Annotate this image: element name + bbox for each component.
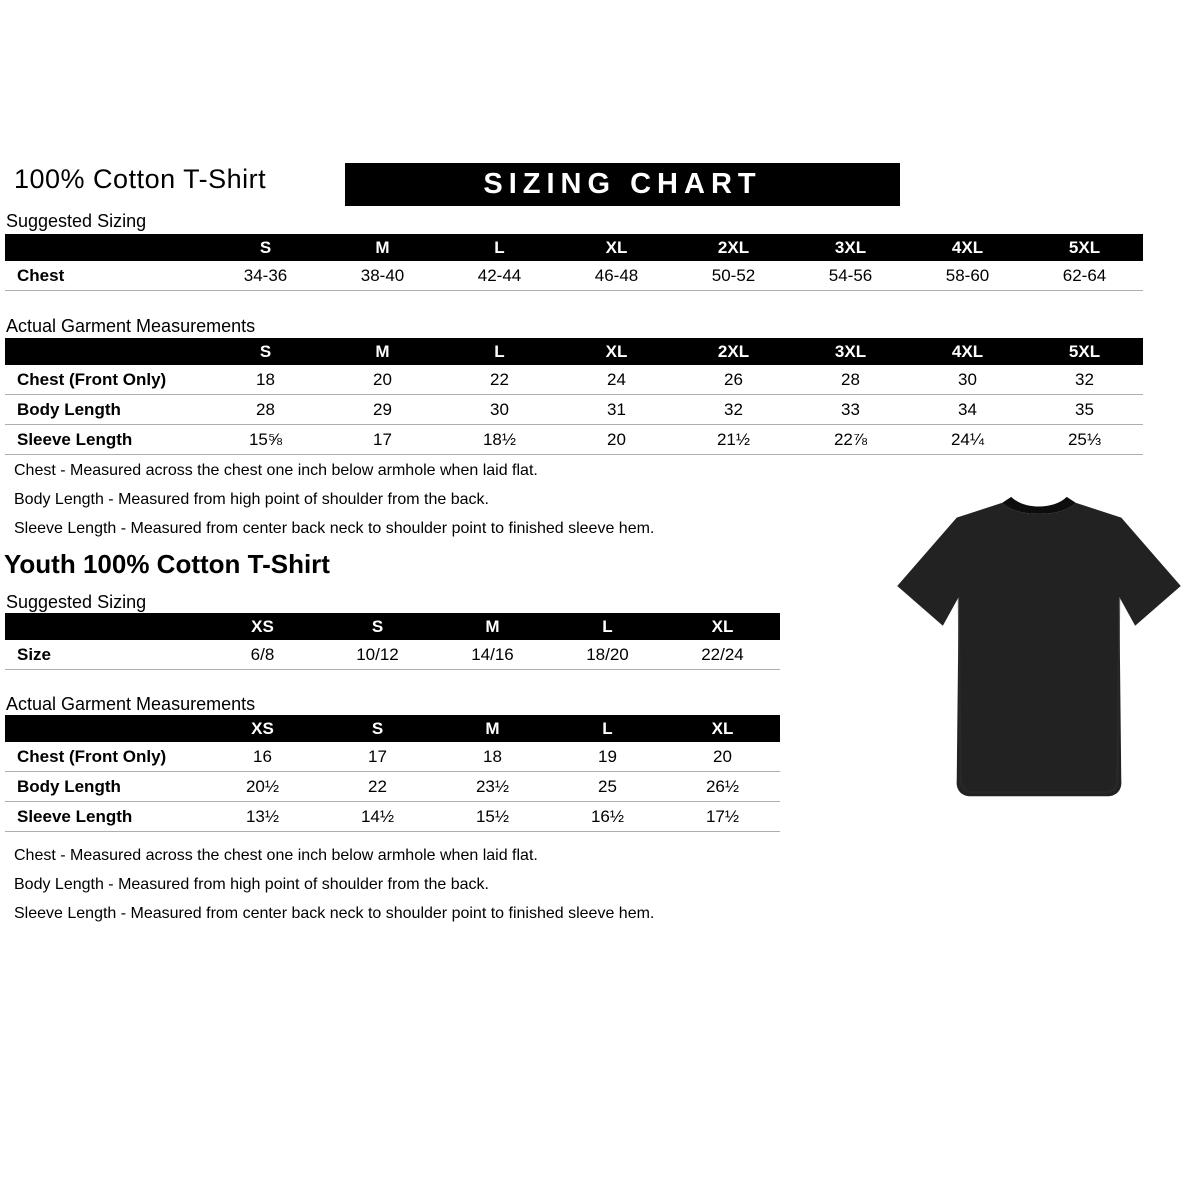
cell-chest-front-only-s: 18 bbox=[207, 365, 324, 395]
cell-chest-front-only-xl: 20 bbox=[665, 742, 780, 772]
table-header-row bbox=[5, 613, 780, 640]
column-header-s: S bbox=[207, 338, 324, 365]
cell-chest-s: 34-36 bbox=[207, 261, 324, 291]
row-label-body-length: Body Length bbox=[5, 772, 205, 802]
cell-sleeve-length-l: 18½ bbox=[441, 425, 558, 455]
adult-suggested-sizing-table bbox=[5, 234, 1143, 291]
cell-size-xs: 6/8 bbox=[205, 640, 320, 670]
column-header-m: M bbox=[324, 234, 441, 261]
column-header-blank bbox=[5, 715, 205, 742]
sizing-chart-banner: SIZING CHART bbox=[345, 163, 900, 206]
youth-suggested-sizing-table bbox=[5, 613, 780, 670]
cell-chest-3xl: 54-56 bbox=[792, 261, 909, 291]
column-header-xl: XL bbox=[665, 613, 780, 640]
table-row-sleeve-length bbox=[5, 802, 780, 832]
table-row-sleeve-length bbox=[5, 425, 1143, 455]
cell-body-length-l: 25 bbox=[550, 772, 665, 802]
cell-size-xl: 22/24 bbox=[665, 640, 780, 670]
column-header-s: S bbox=[320, 613, 435, 640]
cell-sleeve-length-s: 14½ bbox=[320, 802, 435, 832]
cell-sleeve-length-s: 15⅝ bbox=[207, 425, 324, 455]
table-header-row bbox=[5, 234, 1143, 261]
cell-chest-l: 42-44 bbox=[441, 261, 558, 291]
youth-actual-measurements-label: Actual Garment Measurements bbox=[6, 694, 256, 714]
cell-sleeve-length-l: 16½ bbox=[550, 802, 665, 832]
cell-sleeve-length-4xl: 24¼ bbox=[909, 425, 1026, 455]
cell-sleeve-length-2xl: 21½ bbox=[675, 425, 792, 455]
column-header-4xl: 4XL bbox=[909, 234, 1026, 261]
row-label-body-length: Body Length bbox=[5, 395, 207, 425]
column-header-2xl: 2XL bbox=[675, 234, 792, 261]
cell-size-m: 14/16 bbox=[435, 640, 550, 670]
row-label-sleeve-length: Sleeve Length bbox=[5, 425, 207, 455]
column-header-m: M bbox=[435, 613, 550, 640]
table-header-row bbox=[5, 338, 1143, 365]
column-header-l: L bbox=[441, 338, 558, 365]
column-header-blank bbox=[5, 234, 207, 261]
table-row-chest-front-only bbox=[5, 365, 1143, 395]
column-header-m: M bbox=[324, 338, 441, 365]
cell-chest-front-only-2xl: 26 bbox=[675, 365, 792, 395]
column-header-l: L bbox=[550, 613, 665, 640]
cell-body-length-2xl: 32 bbox=[675, 395, 792, 425]
youth-garment-measurements-table bbox=[5, 715, 780, 832]
column-header-5xl: 5XL bbox=[1026, 234, 1143, 261]
adult-note-chest: Chest - Measured across the chest one inch below armhole when laid flat. bbox=[14, 462, 538, 479]
cell-body-length-3xl: 33 bbox=[792, 395, 909, 425]
column-header-s: S bbox=[320, 715, 435, 742]
table-row-chest-front-only bbox=[5, 742, 780, 772]
column-header-blank bbox=[5, 338, 207, 365]
youth-measurement-notes bbox=[14, 841, 654, 928]
cell-sleeve-length-xs: 13½ bbox=[205, 802, 320, 832]
cell-body-length-s: 28 bbox=[207, 395, 324, 425]
cell-body-length-5xl: 35 bbox=[1026, 395, 1143, 425]
cell-chest-front-only-s: 17 bbox=[320, 742, 435, 772]
adult-note-body-length: Body Length - Measured from high point of shoulder from the back. bbox=[14, 491, 489, 508]
adult-measurement-notes bbox=[14, 456, 654, 543]
cell-chest-front-only-l: 22 bbox=[441, 365, 558, 395]
column-header-4xl: 4XL bbox=[909, 338, 1026, 365]
youth-note-chest: Chest - Measured across the chest one inch below armhole when laid flat. bbox=[14, 847, 538, 864]
column-header-2xl: 2XL bbox=[675, 338, 792, 365]
column-header-s: S bbox=[207, 234, 324, 261]
column-header-xs: XS bbox=[205, 613, 320, 640]
cell-chest-front-only-3xl: 28 bbox=[792, 365, 909, 395]
column-header-xl: XL bbox=[558, 338, 675, 365]
cell-sleeve-length-m: 15½ bbox=[435, 802, 550, 832]
column-header-m: M bbox=[435, 715, 550, 742]
row-label-size: Size bbox=[5, 640, 205, 670]
black-tshirt-image bbox=[890, 477, 1188, 819]
cell-chest-front-only-xs: 16 bbox=[205, 742, 320, 772]
cell-body-length-xl: 26½ bbox=[665, 772, 780, 802]
cell-sleeve-length-m: 17 bbox=[324, 425, 441, 455]
row-label-chest-front-only: Chest (Front Only) bbox=[5, 742, 205, 772]
cell-sleeve-length-xl: 20 bbox=[558, 425, 675, 455]
cell-chest-front-only-5xl: 32 bbox=[1026, 365, 1143, 395]
cell-chest-2xl: 50-52 bbox=[675, 261, 792, 291]
adult-garment-measurements-table bbox=[5, 338, 1143, 455]
column-header-xs: XS bbox=[205, 715, 320, 742]
cell-body-length-4xl: 34 bbox=[909, 395, 1026, 425]
cell-chest-xl: 46-48 bbox=[558, 261, 675, 291]
cell-size-l: 18/20 bbox=[550, 640, 665, 670]
table-header-row bbox=[5, 715, 780, 742]
cell-chest-front-only-l: 19 bbox=[550, 742, 665, 772]
row-label-chest-front-only: Chest (Front Only) bbox=[5, 365, 207, 395]
youth-suggested-sizing-label: Suggested Sizing bbox=[6, 592, 147, 612]
cell-body-length-s: 22 bbox=[320, 772, 435, 802]
adult-suggested-sizing-label: Suggested Sizing bbox=[6, 211, 147, 231]
cell-chest-4xl: 58-60 bbox=[909, 261, 1026, 291]
cell-chest-m: 38-40 bbox=[324, 261, 441, 291]
cell-chest-front-only-4xl: 30 bbox=[909, 365, 1026, 395]
cell-chest-5xl: 62-64 bbox=[1026, 261, 1143, 291]
table-row-body-length bbox=[5, 395, 1143, 425]
column-header-l: L bbox=[550, 715, 665, 742]
tshirt-graphic bbox=[890, 477, 1188, 819]
column-header-xl: XL bbox=[558, 234, 675, 261]
cell-sleeve-length-xl: 17½ bbox=[665, 802, 780, 832]
column-header-3xl: 3XL bbox=[792, 338, 909, 365]
cell-body-length-m: 29 bbox=[324, 395, 441, 425]
cell-chest-front-only-m: 20 bbox=[324, 365, 441, 395]
cell-body-length-xs: 20½ bbox=[205, 772, 320, 802]
cell-chest-front-only-xl: 24 bbox=[558, 365, 675, 395]
cell-body-length-xl: 31 bbox=[558, 395, 675, 425]
column-header-l: L bbox=[441, 234, 558, 261]
youth-note-sleeve-length: Sleeve Length - Measured from center back neck to shoulder point to finished sleeve hem. bbox=[14, 905, 655, 922]
cell-body-length-m: 23½ bbox=[435, 772, 550, 802]
cell-sleeve-length-3xl: 22⅞ bbox=[792, 425, 909, 455]
adult-product-title: 100% Cotton T-Shirt bbox=[14, 164, 267, 194]
column-header-blank bbox=[5, 613, 205, 640]
column-header-5xl: 5XL bbox=[1026, 338, 1143, 365]
column-header-xl: XL bbox=[665, 715, 780, 742]
table-row-size bbox=[5, 640, 780, 670]
cell-body-length-l: 30 bbox=[441, 395, 558, 425]
cell-size-s: 10/12 bbox=[320, 640, 435, 670]
youth-note-body-length: Body Length - Measured from high point of shoulder from the back. bbox=[14, 876, 489, 893]
row-label-chest: Chest bbox=[5, 261, 207, 291]
column-header-3xl: 3XL bbox=[792, 234, 909, 261]
cell-chest-front-only-m: 18 bbox=[435, 742, 550, 772]
cell-sleeve-length-5xl: 25⅓ bbox=[1026, 425, 1143, 455]
row-label-sleeve-length: Sleeve Length bbox=[5, 802, 205, 832]
table-row-body-length bbox=[5, 772, 780, 802]
youth-product-title: Youth 100% Cotton T-Shirt bbox=[4, 549, 330, 579]
table-row-chest bbox=[5, 261, 1143, 291]
adult-actual-measurements-label: Actual Garment Measurements bbox=[6, 316, 256, 336]
adult-note-sleeve-length: Sleeve Length - Measured from center back neck to shoulder point to finished sleeve hem. bbox=[14, 520, 655, 537]
